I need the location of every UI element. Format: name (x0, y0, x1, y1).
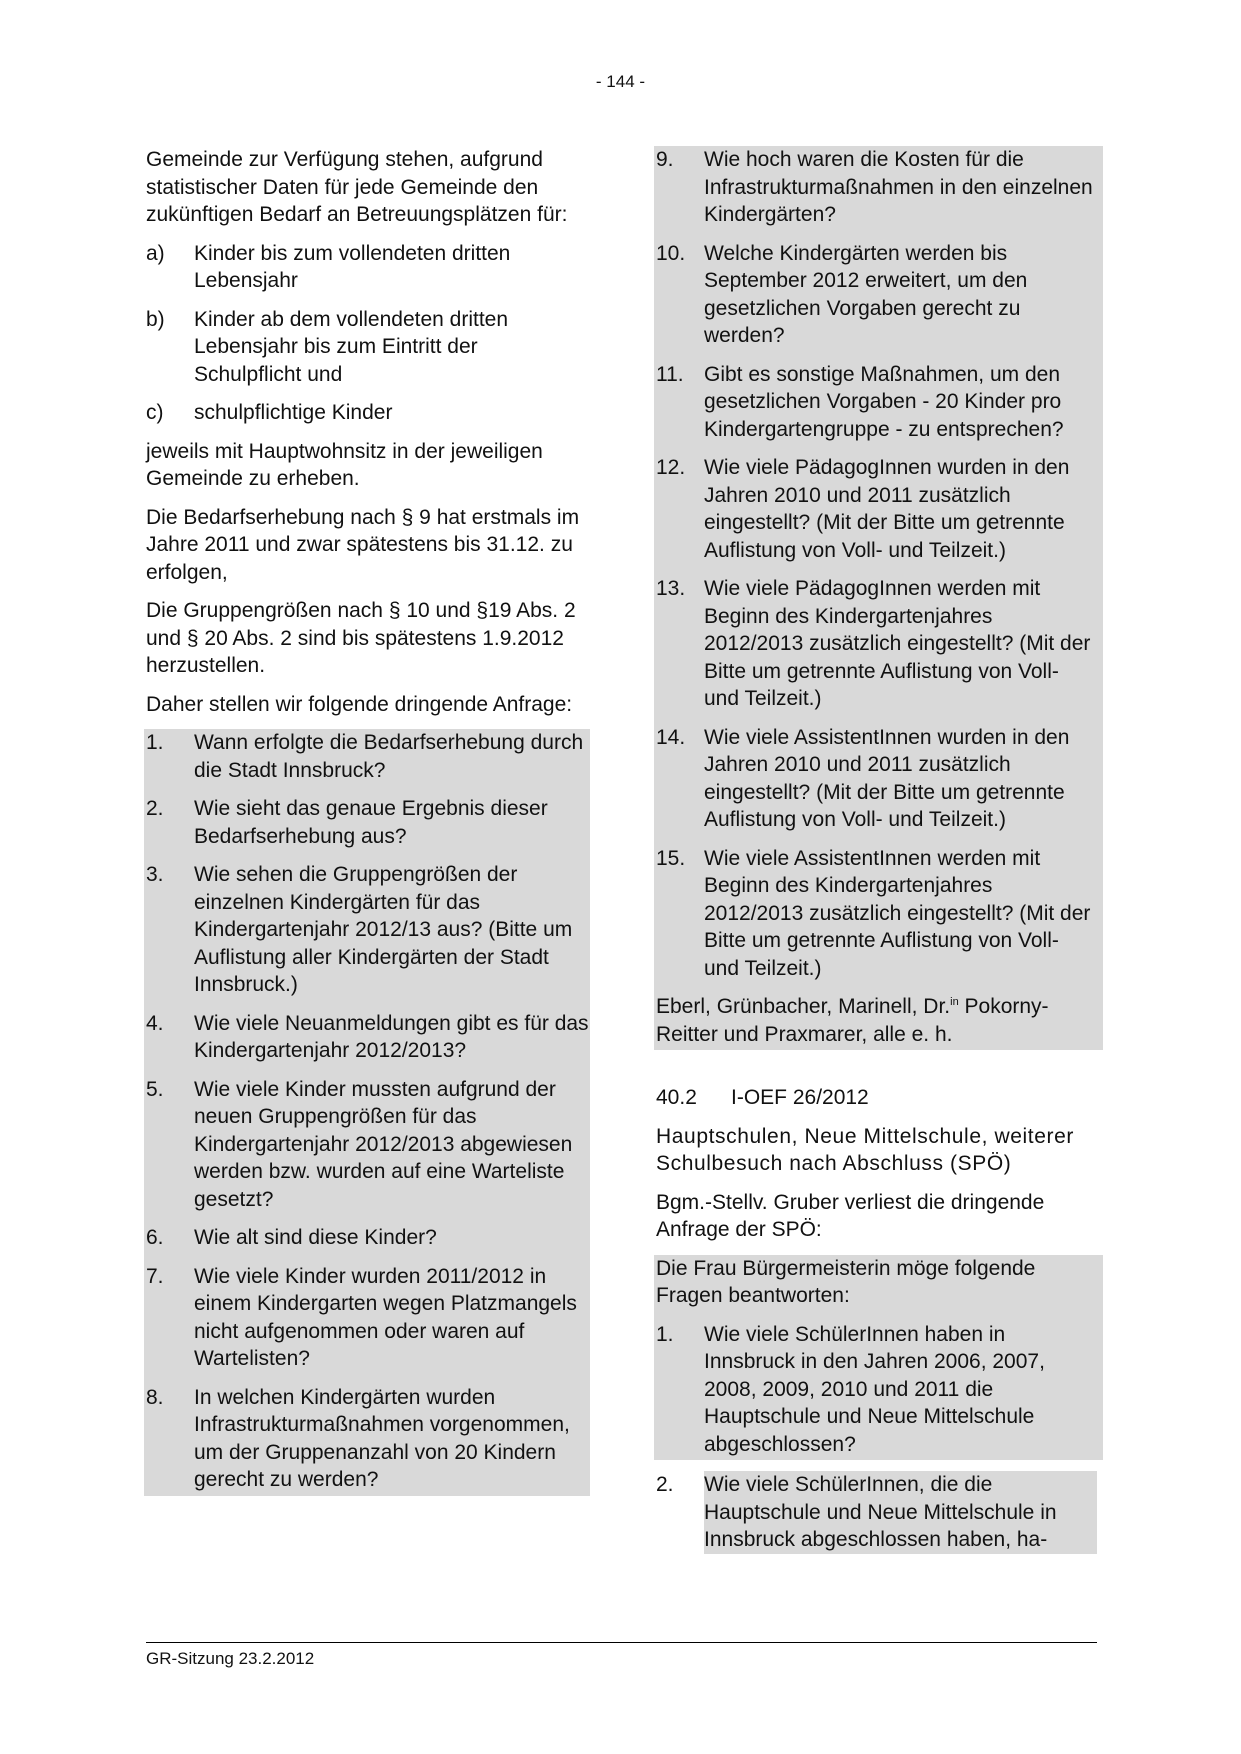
question-text: Wann erfolgte die Bedarfserhebung durch die Stadt Innsbruck? (194, 731, 584, 782)
paragraph: jeweils mit Hauptwohnsitz in der jeweiligen Gemeinde zu erheben. (146, 439, 543, 490)
question-item (146, 1076, 590, 1214)
section-heading (656, 1084, 1097, 1112)
question-text: Wie viele SchülerInnen haben in Innsbruck in den Jahren 2006, 2007, 2008, 2009, 2010 und 2011 die Hauptschule und Neue Mittelschule abgeschlossen? (704, 1322, 1045, 1456)
question-number: 8. (146, 1385, 164, 1409)
question-block-section (654, 1255, 1103, 1461)
question-text: Wie viele SchülerInnen, die die Hauptschule und Neue Mittelschule in Innsbruck abgeschlossen haben, ha- (704, 1471, 1097, 1554)
question-number: 2. (146, 797, 164, 820)
question-number: 1. (146, 731, 164, 754)
question-number: 2. (656, 1473, 674, 1496)
paragraph: Die Bedarfserhebung nach § 9 hat erstmals im Jahre 2011 und zwar spätestens bis 31.12. zu erfolgen, (146, 505, 580, 584)
question-item (146, 1224, 590, 1252)
section-title: Hauptschulen, Neue Mittelschule, weiterer Schulbesuch nach Abschluss (SPÖ) (656, 1124, 1074, 1175)
question-item (656, 454, 1097, 564)
question-text: Wie viele Kinder wurden 2011/2012 in einem Kindergarten wegen Platzmangels nicht aufgenommen oder waren auf Wartelisten? (194, 1264, 577, 1370)
question-item (146, 861, 590, 999)
section-code: I-OEF 26/2012 (731, 1086, 869, 1109)
signers-text: Eberl, Grünbacher, Marinell, Dr. (656, 995, 951, 1018)
question-text: Wie viele PädagogInnen werden mit Beginn des Kindergartenjahres 2012/2013 zusätzlich eingestellt? (Mit der Bitte um getrennte Auflistung von Voll- und Teilzeit.) (704, 577, 1091, 710)
paragraph: Daher stellen wir folgende dringende Anfrage: (146, 692, 573, 716)
signers-text: Pokorny-Reitter und Praxmarer, alle e. h. (656, 995, 1049, 1046)
sub-item-text: Kinder ab dem vollendeten dritten Lebensjahr bis zum Eintritt der Schulpflicht und (194, 307, 509, 386)
signers (656, 993, 1097, 1048)
sub-item-b (146, 306, 590, 389)
question-item (656, 240, 1097, 350)
question-number: 4. (146, 1011, 164, 1035)
question-item (146, 729, 590, 784)
signers-sup: in (950, 996, 959, 1008)
question-text: Gibt es sonstige Maßnahmen, um den gesetzlichen Vorgaben - 20 Kinder pro Kindergartengruppe - zu entsprechen? (704, 362, 1064, 441)
question-item (146, 795, 590, 850)
question-text: Wie viele AssistentInnen wurden in den Jahren 2010 und 2011 zusätzlich eingestellt? (Mit der Bitte um getrennte Auflistung von Voll- und Teilzeit.) (704, 725, 1070, 831)
question-item (656, 845, 1097, 983)
paragraph: Die Gruppengrößen nach § 10 und §19 Abs. 2 und § 20 Abs. 2 sind bis spätestens 1.9.2012 herzustellen. (146, 599, 576, 677)
question-text: Wie sieht das genaue Ergebnis dieser Bedarfserhebung aus? (194, 797, 548, 848)
reading-statement: Bgm.-Stellv. Gruber verliest die dringende Anfrage der SPÖ: (656, 1190, 1045, 1241)
question-number: 13. (656, 577, 686, 600)
question-number: 1. (656, 1322, 674, 1346)
footer-text: GR-Sitzung 23.2.2012 (146, 1649, 315, 1668)
question-number: 14. (656, 725, 686, 749)
question-number: 15. (656, 846, 686, 870)
question-number: 6. (146, 1226, 164, 1249)
question-number: 11. (656, 362, 684, 386)
question-number: 9. (656, 148, 674, 171)
question-block-left (144, 729, 590, 1496)
question-text: Wie viele PädagogInnen wurden in den Jahren 2010 und 2011 zusätzlich eingestellt? (Mit der Bitte um getrennte Auflistung von Voll- und Teilzeit.) (704, 456, 1070, 562)
question-item (656, 1321, 1097, 1459)
question-text: Wie hoch waren die Kosten für die Infrastrukturmaßnahmen in den einzelnen Kindergärten? (704, 148, 1093, 226)
question-item (656, 575, 1097, 713)
question-number: 10. (656, 241, 686, 265)
question-text: Wie alt sind diese Kinder? (194, 1226, 437, 1249)
section-number: 40.2 (656, 1086, 697, 1109)
sub-item-label: a) (146, 241, 165, 265)
question-text: In welchen Kindergärten wurden Infrastrukturmaßnahmen vorgenommen, um der Gruppenanzahl von 20 Kindern gerecht zu werden? (194, 1385, 570, 1491)
question-number: 7. (146, 1264, 164, 1288)
question-item (656, 724, 1097, 834)
sub-item-c (146, 399, 590, 427)
sub-item-a (146, 240, 590, 295)
question-text: Wie viele Neuanmeldungen gibt es für das Kindergartenjahr 2012/2013? (194, 1011, 589, 1062)
sub-item-label: c) (146, 401, 164, 424)
sub-item-label: b) (146, 307, 165, 331)
sub-item-text: Kinder bis zum vollendeten dritten Lebensjahr (194, 241, 511, 292)
question-block-right (654, 146, 1103, 1050)
question-number: 12. (656, 456, 686, 479)
section-intro: Die Frau Bürgermeisterin möge folgende Fragen beantworten: (656, 1256, 1036, 1307)
question-text: Wie viele AssistentInnen werden mit Beginn des Kindergartenjahres 2012/2013 zusätzlich eingestellt? (Mit der Bitte um getrennte Auflistung von Voll- und Teilzeit.) (704, 846, 1091, 980)
question-number: 3. (146, 863, 164, 886)
intro-paragraph: Gemeinde zur Verfügung stehen, aufgrund statistischer Daten für jede Gemeinde den zukünftigen Bedarf an Betreuungsplätzen für: (146, 148, 568, 226)
question-text: Wie sehen die Gruppengrößen der einzelnen Kindergärten für das Kindergartenjahr 2012/13 aus? (Bitte um Auflistung aller Kindergärten der Stadt Innsbruck.) (194, 863, 573, 996)
question-text: Wie viele Kinder mussten aufgrund der neuen Gruppengrößen für das Kindergartenjahr 2012/2013 abgewiesen werden bzw. wurden auf eine Warteliste gesetzt? (194, 1077, 573, 1211)
question-item (656, 1471, 1097, 1554)
sub-item-text: schulpflichtige Kinder (194, 401, 393, 424)
footer-divider (146, 1642, 1097, 1643)
question-item (146, 1010, 590, 1065)
question-text: Welche Kindergärten werden bis September 2012 erweitert, um den gesetzlichen Vorgaben gerecht zu werden? (704, 241, 1028, 347)
question-item (656, 146, 1097, 229)
question-item (146, 1263, 590, 1373)
page-number: - 144 - (595, 72, 646, 91)
question-item (656, 361, 1097, 444)
question-number: 5. (146, 1077, 164, 1101)
question-item (146, 1384, 590, 1494)
left-column (146, 146, 590, 1507)
right-column (656, 146, 1097, 1565)
